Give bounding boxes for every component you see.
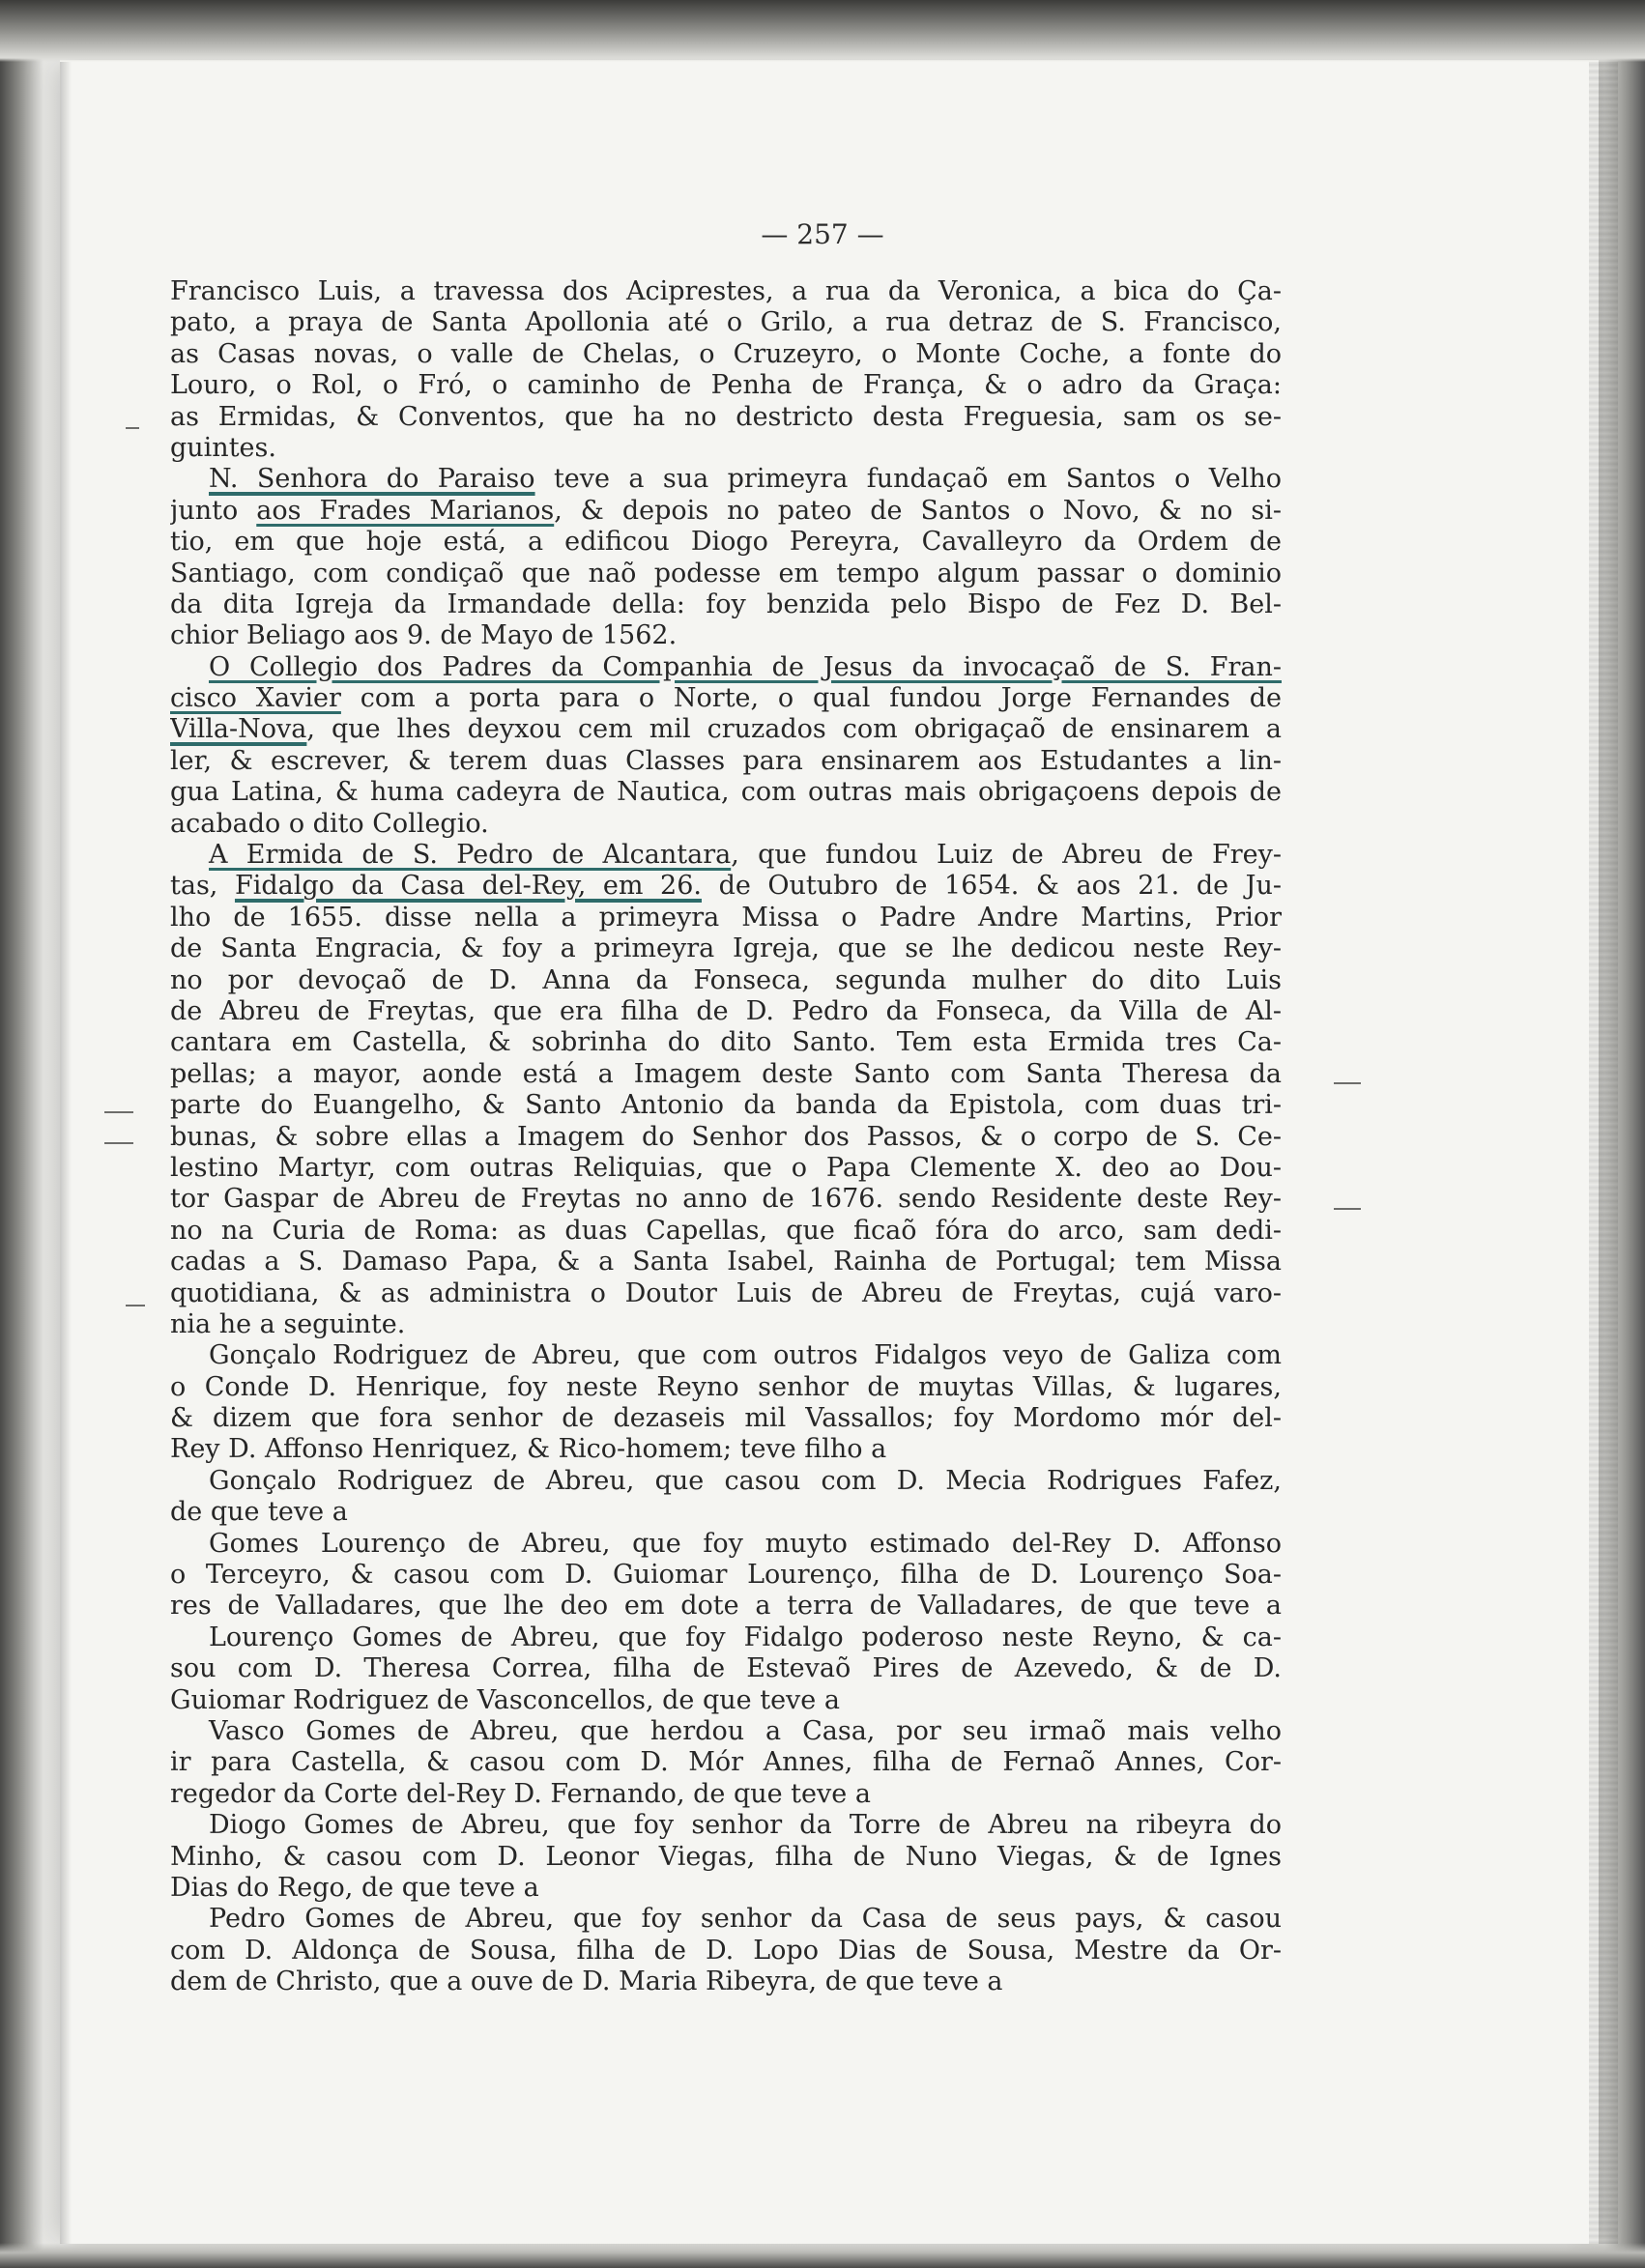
text-line: Vasco Gomes de Abreu, que herdou a Casa, por seu irmaõ mais velho — [209, 1715, 1282, 1746]
text-line: as Casas novas, o valle de Chelas, o Cruzeyro, o Monte Coche, a fonte do — [170, 338, 1282, 369]
underlined-heading: N. Senhora do Paraiso — [209, 464, 535, 495]
text-line — [170, 496, 1282, 527]
text-line: guintes. — [170, 432, 276, 463]
margin-dash — [126, 1305, 145, 1306]
text-line: as Ermidas, & Conventos, que ha no destricto desta Freguesia, sam os se- — [170, 401, 1282, 432]
text-segment: , que fundou Luiz de Abreu de Frey- — [731, 840, 1282, 871]
text-line: quotidiana, & as administra o Doutor Luis de Abreu de Freytas, cujá varo- — [170, 1278, 1282, 1308]
body-text — [170, 276, 1282, 1997]
text-line: regedor da Corte del-Rey D. Fernando, de que teve a — [170, 1778, 871, 1809]
text-line: lho de 1655. disse nella a primeyra Missa o Padre Andre Martins, Prior — [170, 902, 1282, 933]
text-line — [170, 464, 1282, 495]
text-line: o Terceyro, & casou com D. Guiomar Lourenço, filha de D. Lourenço Soa- — [170, 1560, 1282, 1591]
text-segment: junto — [170, 495, 257, 526]
page-fore-edge — [1589, 62, 1618, 2244]
underlined-heading: O Collegio dos Padres da Companhia de Jesus da invocaçaõ de S. Fran- — [209, 651, 1282, 682]
text-line: ir para Castella, & casou com D. Mór Annes, filha de Fernaõ Annes, Cor- — [170, 1747, 1282, 1778]
margin-dash — [104, 1142, 133, 1144]
text-line: Gomes Lourenço de Abreu, que foy muyto estimado del-Rey D. Affonso — [209, 1528, 1282, 1559]
text-segment: teve a sua primeyra fundaçaõ em Santos o Velho — [534, 464, 1282, 495]
text-line: Louro, o Rol, o Fró, o caminho de Penha de França, & o adro da Graça: — [170, 370, 1282, 401]
text-line: Santiago, com condiçaõ que naõ podesse em tempo algum passar o dominio — [170, 558, 1282, 589]
text-segment: com a porta para o Norte, o qual fundou Jorge Fernandes de — [340, 683, 1282, 714]
margin-dash — [126, 427, 139, 429]
underlined-heading: Villa-Nova — [170, 714, 307, 745]
text-line: pato, a praya de Santa Apollonia até o Grilo, a rua detraz de S. Francisco, — [170, 307, 1282, 338]
margin-dash — [1334, 1208, 1361, 1210]
text-line: tio, em que hoje está, a edificou Diogo Pereyra, Cavalleyro da Ordem de — [170, 527, 1282, 558]
text-line: da dita Igreja da Irmandade della: foy benzida pelo Bispo de Fez D. Bel- — [170, 589, 1282, 619]
text-line: sou com D. Theresa Correa, filha de Estevaõ Pires de Azevedo, & de D. — [170, 1653, 1282, 1684]
text-line: chior Beliago aos 9. de Mayo de 1562. — [170, 620, 678, 651]
text-line: de Santa Engracia, & foy a primeyra Igreja, que se lhe dedicou neste Rey- — [170, 933, 1282, 964]
text-segment: , que lhes deyxou cem mil cruzados com obrigaçaõ de ensinarem a — [306, 714, 1282, 745]
text-segment: de Outubro de 1654. & aos 21. de Ju- — [701, 871, 1282, 902]
text-line: Gonçalo Rodriguez de Abreu, que com outros Fidalgos veyo de Galiza com — [209, 1340, 1282, 1371]
margin-dash — [1334, 1082, 1361, 1084]
text-line: res de Valladares, que lhe deo em dote a terra de Valladares, de que teve a — [170, 1591, 1282, 1622]
text-line: Francisco Luis, a travessa dos Aciprestes, a rua da Veronica, a bica do Ça- — [170, 276, 1282, 306]
text-line: de que teve a — [170, 1497, 348, 1528]
text-line: pellas; a mayor, aonde está a Imagem deste Santo com Santa Theresa da — [170, 1058, 1282, 1089]
text-line: Lourenço Gomes de Abreu, que foy Fidalgo poderoso neste Reyno, & ca- — [209, 1622, 1282, 1652]
text-line: cantara em Castella, & sobrinha do dito Santo. Tem esta Ermida tres Ca- — [170, 1027, 1282, 1058]
text-line — [170, 683, 1282, 714]
underlined-heading: Fidalgo da Casa del-Rey, em 26. — [234, 871, 702, 902]
text-line: acabado o dito Collegio. — [170, 808, 489, 839]
underlined-heading: A Ermida de S. Pedro de Alcantara — [209, 840, 732, 871]
text-line: o Conde D. Henrique, foy neste Reyno senhor de muytas Villas, & lugares, — [170, 1371, 1282, 1402]
text-line: no na Curia de Roma: as duas Capellas, que ficaõ fóra do arco, sam dedi- — [170, 1215, 1282, 1246]
text-line: Diogo Gomes de Abreu, que foy senhor da Torre de Abreu na ribeyra do — [209, 1810, 1282, 1841]
text-line — [170, 652, 1282, 683]
text-line — [170, 714, 1282, 745]
text-line — [170, 871, 1282, 902]
underlined-heading: cisco Xavier — [170, 683, 341, 714]
text-line: gua Latina, & huma cadeyra de Nautica, com outras mais obrigaçoens depois de — [170, 777, 1282, 808]
text-line: & dizem que fora senhor de dezaseis mil Vassallos; foy Mordomo mór del- — [170, 1403, 1282, 1434]
scan-top-shadow — [0, 0, 1645, 62]
page-number: — 257 — — [761, 218, 884, 250]
text-line: dem de Christo, que a ouve de D. Maria Ribeyra, de que teve a — [170, 1967, 1003, 1997]
text-line: bunas, & sobre ellas a Imagem do Senhor dos Passos, & o corpo de S. Ce- — [170, 1121, 1282, 1152]
margin-dash — [104, 1111, 133, 1113]
text-segment: , & depois no pateo de Santos o Novo, & no si- — [554, 495, 1282, 526]
text-line: Gonçalo Rodriguez de Abreu, que casou com D. Mecia Rodrigues Fafez, — [209, 1465, 1282, 1496]
text-line: Dias do Rego, de que teve a — [170, 1872, 539, 1903]
text-line: parte do Euangelho, & Santo Antonio da banda da Epistola, com duas tri- — [170, 1090, 1282, 1121]
text-line: ler, & escrever, & terem duas Classes para ensinarem aos Estudantes a lin- — [170, 745, 1282, 776]
text-line: Guiomar Rodriguez de Vasconcellos, de que teve a — [170, 1684, 840, 1715]
text-line: Pedro Gomes de Abreu, que foy senhor da Casa de seus pays, & casou — [209, 1904, 1282, 1935]
text-line: com D. Aldonça de Sousa, filha de D. Lopo Dias de Sousa, Mestre da Or- — [170, 1935, 1282, 1966]
scan-bottom-shadow — [0, 2243, 1645, 2268]
text-line: Minho, & casou com D. Leonor Viegas, filha de Nuno Viegas, & de Ignes — [170, 1841, 1282, 1872]
text-line: cadas a S. Damaso Papa, & a Santa Isabel, Rainha de Portugal; tem Missa — [170, 1247, 1282, 1278]
text-line — [170, 840, 1282, 871]
page-gutter-shadow — [60, 62, 72, 2244]
text-segment: tas, — [170, 871, 235, 902]
text-line: tor Gaspar de Abreu de Freytas no anno de 1676. sendo Residente deste Rey- — [170, 1184, 1282, 1215]
text-line: nia he a seguinte. — [170, 1308, 406, 1339]
text-line: no por devoçaõ de D. Anna da Fonseca, segunda mulher do dito Luis — [170, 964, 1282, 995]
text-line: lestino Martyr, com outras Reliquias, que o Papa Clemente X. deo ao Dou- — [170, 1152, 1282, 1183]
underlined-heading: aos Frades Marianos — [256, 495, 555, 526]
text-line: Rey D. Affonso Henriquez, & Rico-homem; teve filho a — [170, 1434, 887, 1465]
text-line: de Abreu de Freytas, que era filha de D. Pedro da Fonseca, da Villa de Al- — [170, 995, 1282, 1026]
